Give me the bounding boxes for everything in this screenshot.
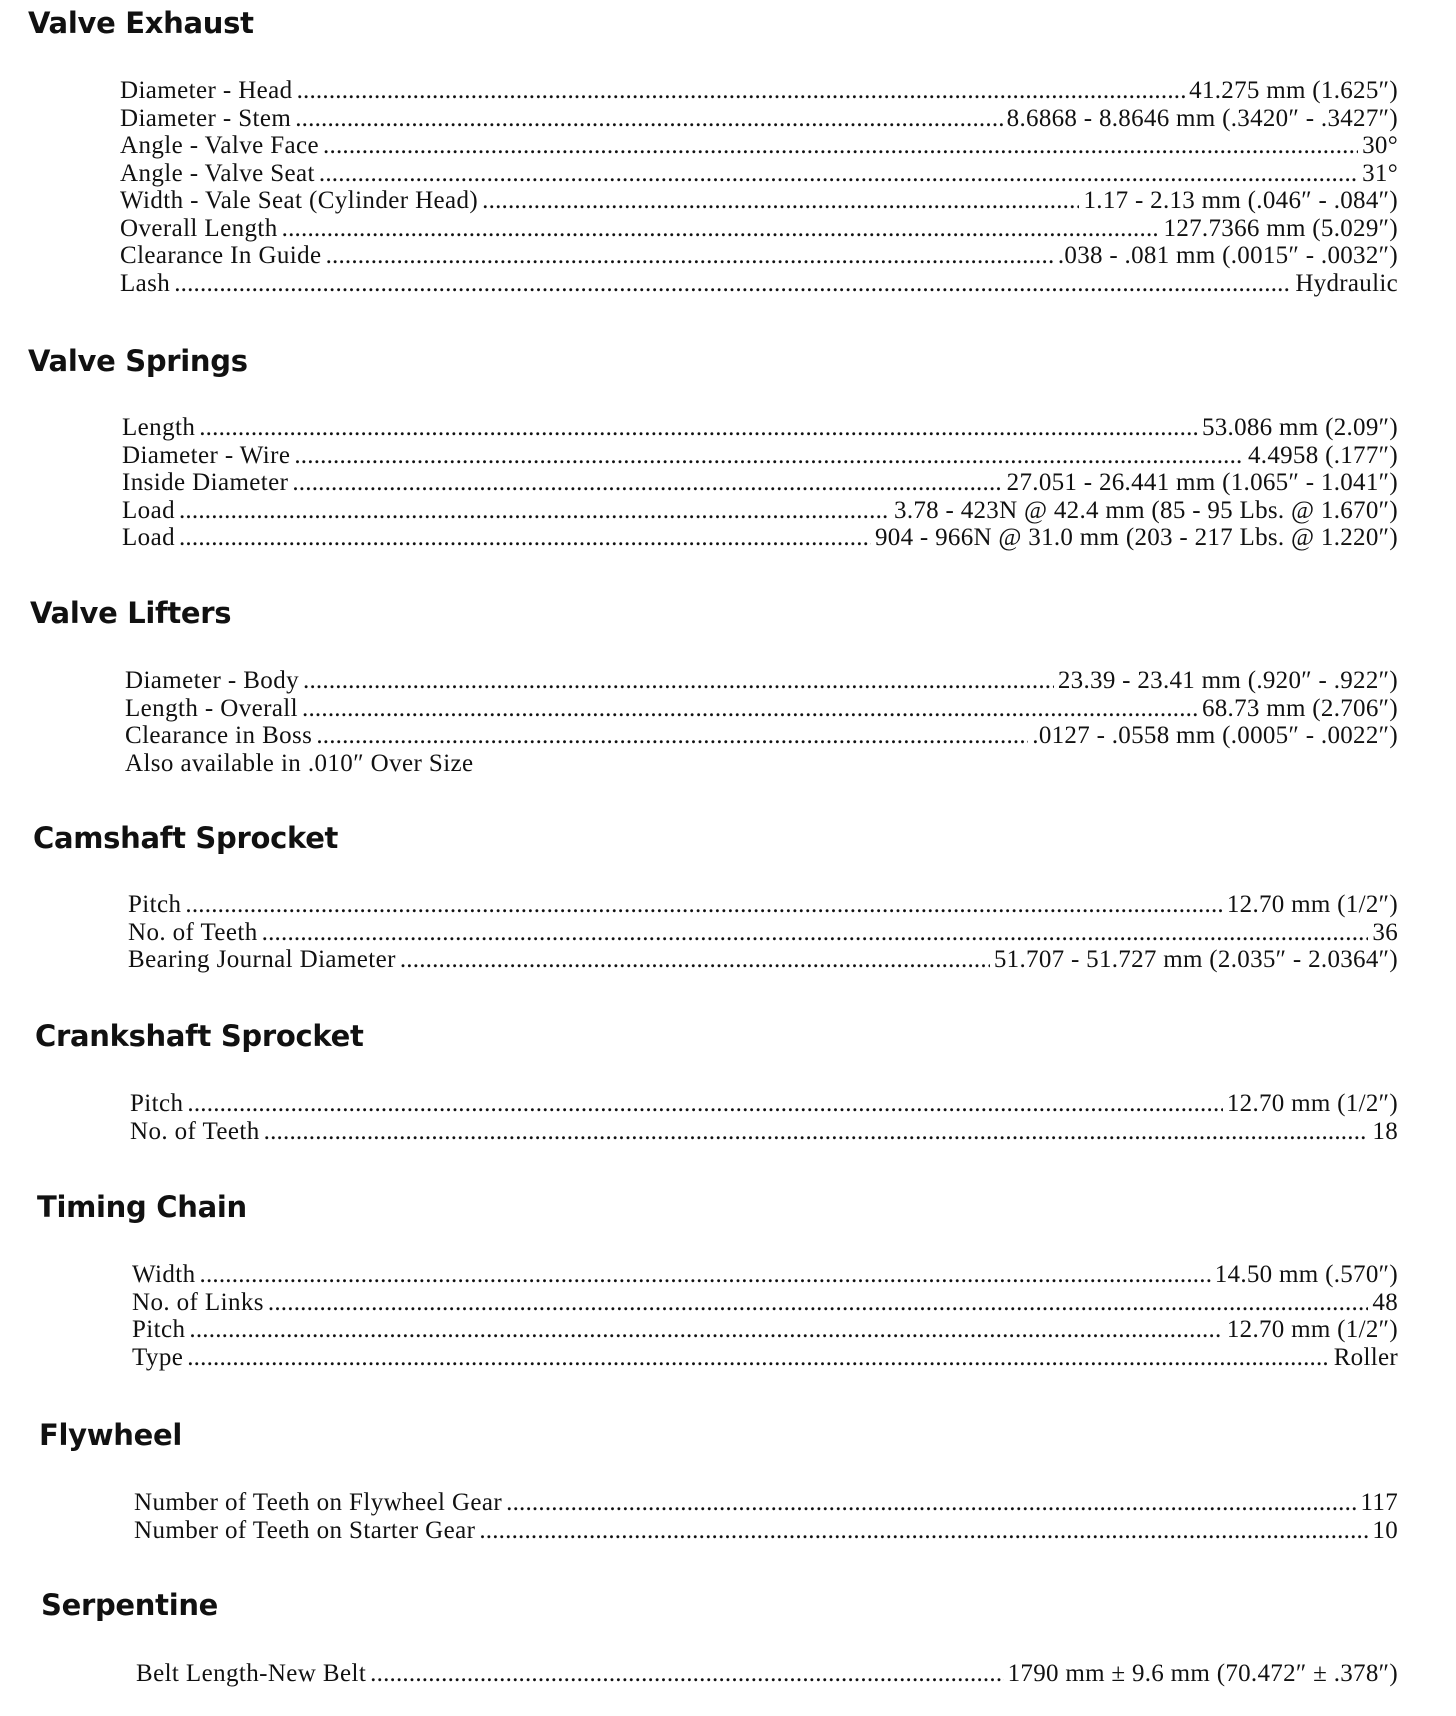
spec-label: No. of Links [132,1288,264,1316]
spec-row [130,1118,1398,1146]
spec-value: 18 [1372,1117,1398,1145]
spec-value: 31° [1362,159,1398,187]
spec-list [132,1261,1398,1371]
section-heading: Serpentine [41,1588,219,1622]
spec-value: 48 [1372,1288,1398,1316]
dot-leader [174,270,1291,298]
dot-leader [179,497,890,525]
spec-value: 30° [1362,132,1398,159]
dot-leader [268,1289,1369,1317]
spec-row [122,414,1398,442]
dot-leader [482,187,1079,215]
spec-label: Overall Length [120,214,278,242]
spec-label: Length - Overall [125,694,299,722]
spec-label: Diameter - Wire [122,441,291,469]
spec-list [120,77,1398,297]
spec-value: 12.70 mm (1/2″) [1226,1316,1398,1343]
dot-leader [323,132,1358,160]
spec-row [134,1489,1398,1517]
spec-label: Diameter - Head [120,77,293,104]
dot-leader [326,242,1054,270]
spec-row [122,524,1398,552]
spec-label: Pitch [132,1316,186,1343]
spec-value: Hydraulic [1295,269,1398,297]
dot-leader [187,1344,1329,1372]
dot-leader [297,77,1186,105]
spec-value: 41.275 mm (1.625″) [1189,77,1398,104]
spec-row [120,132,1398,160]
spec-value: 51.707 - 51.727 mm (2.035″ - 2.0364″) [993,946,1398,973]
spec-value: 904 - 966N @ 31.0 mm (203 - 217 Lbs. @ 1.220″) [874,524,1398,551]
dot-leader [185,891,1222,919]
spec-label: Width [132,1261,196,1288]
spec-list [125,667,1398,777]
spec-label: Type [132,1343,184,1371]
spec-value: 1790 mm ± 9.6 mm (70.472″ ± .378″) [1007,1660,1398,1687]
spec-label: Load [122,496,175,524]
spec-list [134,1489,1398,1544]
spec-label: Lash [120,269,171,297]
section-heading: Flywheel [39,1418,182,1452]
spec-label: Load [122,524,175,551]
spec-label: No. of Teeth [130,1117,260,1145]
dot-leader [282,215,1160,243]
spec-row [120,242,1398,270]
spec-value: .0127 - .0558 mm (.0005″ - .0022″) [1032,722,1398,749]
spec-value: 36 [1372,918,1398,946]
spec-row [128,919,1398,947]
spec-row [130,1090,1398,1118]
spec-value: 23.39 - 23.41 mm (.920″ - .922″) [1057,667,1398,694]
section-heading: Camshaft Sprocket [33,821,339,855]
spec-label: Clearance In Guide [120,242,322,269]
spec-row [128,891,1398,919]
spec-row [120,215,1398,243]
spec-label: Bearing Journal Diameter [128,946,396,973]
dot-leader [189,1316,1222,1344]
spec-row [120,105,1398,133]
spec-value: 53.086 mm (2.09″) [1201,414,1398,441]
spec-list [136,1660,1398,1688]
spec-row [136,1660,1398,1688]
spec-row [120,270,1398,298]
spec-row [122,497,1398,525]
spec-row [120,77,1398,105]
spec-value: 27.051 - 26.441 mm (1.065″ - 1.041″) [1006,469,1398,496]
spec-value: 12.70 mm (1/2″) [1226,891,1398,918]
spec-row [120,160,1398,188]
spec-list [128,891,1398,974]
dot-leader [262,919,1369,947]
section-heading: Crankshaft Sprocket [35,1019,364,1053]
spec-value: 68.73 mm (2.706″) [1201,694,1398,722]
dot-leader [479,1517,1368,1545]
spec-label: Diameter - Stem [120,104,292,132]
spec-row [132,1261,1398,1289]
dot-leader [199,414,1198,442]
spec-label: Inside Diameter [122,469,289,496]
spec-list [122,414,1398,552]
spec-row [122,442,1398,470]
spec-value: 10 [1372,1516,1398,1544]
spec-row [125,722,1398,750]
dot-leader [295,105,1002,133]
dot-leader [200,1261,1211,1289]
spec-label: Number of Teeth on Starter Gear [134,1516,476,1544]
dot-leader [179,524,871,552]
spec-label: Length [122,414,196,441]
spec-row [134,1517,1398,1545]
dot-leader [506,1489,1356,1517]
spec-value: .038 - .081 mm (.0015″ - .0032″) [1057,242,1398,269]
spec-value: 14.50 mm (.570″) [1214,1261,1398,1288]
spec-value: 8.6868 - 8.8646 mm (.3420″ - .3427″) [1006,104,1398,132]
spec-row [122,469,1398,497]
spec-label: Number of Teeth on Flywheel Gear [134,1489,503,1516]
spec-row [132,1344,1398,1372]
spec-row [128,946,1398,974]
dot-leader [370,1660,1003,1688]
spec-label: Diameter - Body [125,667,300,694]
spec-value: 127.7366 mm (5.029″) [1163,214,1398,242]
dot-leader [292,469,1002,497]
spec-row [125,695,1398,723]
dot-leader [400,946,990,974]
spec-label: Pitch [130,1090,184,1117]
section-heading: Valve Exhaust [28,6,254,40]
spec-note: Also available in .010″ Over Size [125,749,474,777]
dot-leader [319,160,1358,188]
spec-row [132,1289,1398,1317]
spec-label: Angle - Valve Seat [120,159,315,187]
dot-leader [294,442,1244,470]
spec-row [120,187,1398,215]
dot-leader [187,1090,1222,1118]
section-heading: Valve Lifters [30,596,232,630]
spec-value: 4.4958 (.177″) [1247,441,1398,469]
spec-label: Width - Vale Seat (Cylinder Head) [120,187,479,214]
spec-list [130,1090,1398,1145]
dot-leader [303,667,1054,695]
spec-label: Belt Length-New Belt [136,1660,367,1687]
spec-value: 1.17 - 2.13 mm (.046″ - .084″) [1083,187,1398,214]
spec-value: Roller [1333,1343,1398,1371]
dot-leader [302,695,1198,723]
spec-value: 117 [1360,1489,1398,1516]
section-heading: Timing Chain [37,1190,247,1224]
spec-label: Pitch [128,891,182,918]
spec-row [125,667,1398,695]
spec-label: No. of Teeth [128,918,258,946]
dot-leader [264,1118,1369,1146]
dot-leader [316,722,1028,750]
spec-value: 12.70 mm (1/2″) [1226,1090,1398,1117]
spec-label: Clearance in Boss [125,722,313,749]
spec-label: Angle - Valve Face [120,132,320,159]
spec-value: 3.78 - 423N @ 42.4 mm (85 - 95 Lbs. @ 1.670″) [894,496,1398,524]
spec-row [132,1316,1398,1344]
section-heading: Valve Springs [28,344,248,378]
